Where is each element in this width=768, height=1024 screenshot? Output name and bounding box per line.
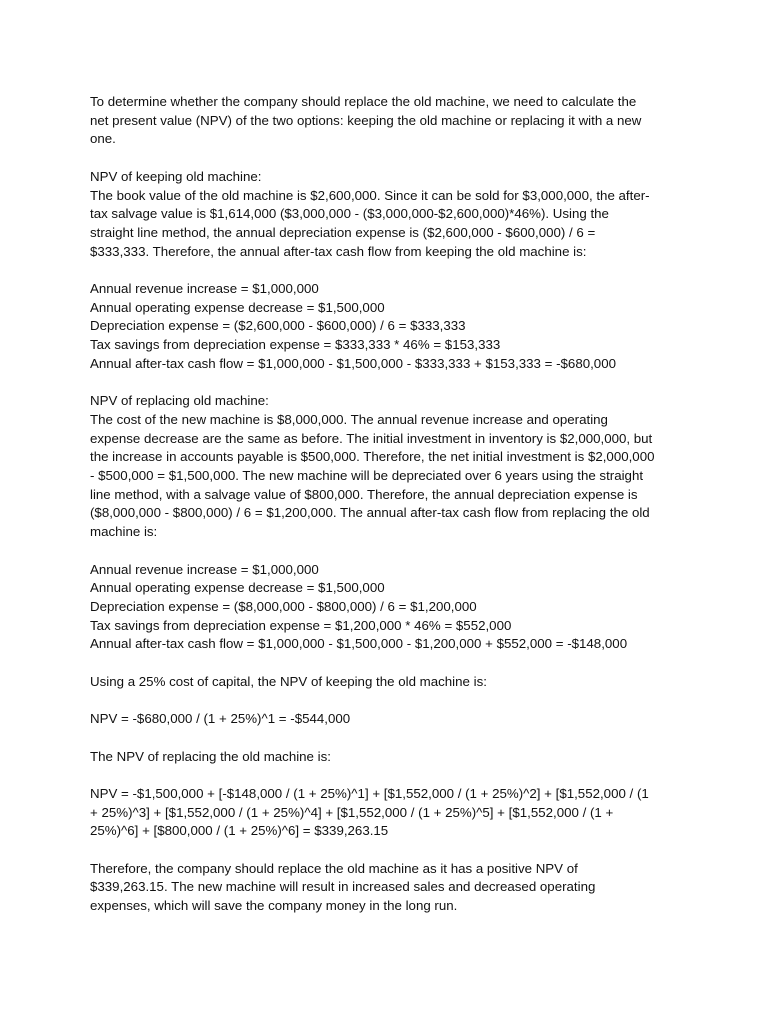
conclusion-paragraph: [90, 860, 680, 916]
text-line: Using a 25% cost of capital, the NPV of keeping the old machine is:: [90, 673, 487, 689]
keep-section-paragraph: [90, 168, 680, 262]
text-line: machine is:: [90, 524, 158, 540]
formula-line: NPV = -$680,000 / (1 + 25%)^1 = -$544,000: [90, 711, 351, 727]
text-line: The book value of the old machine is $2,600,000. Since it can be sold for $3,000,000, the after-: [90, 187, 650, 203]
text-line: the increase in accounts payable is $500,000. Therefore, the net initial investment is $2,000,000: [90, 449, 655, 465]
section-heading-replace: NPV of replacing old machine:: [90, 393, 269, 409]
text-line: $333,333. Therefore, the annual after-tax cash flow from keeping the old machine is:: [90, 243, 587, 259]
calc-line: Annual revenue increase = $1,000,000: [90, 561, 319, 577]
calc-line: Tax savings from depreciation expense = $1,200,000 * 46% = $552,000: [90, 617, 512, 633]
text-line: line method, with a salvage value of $800,000. Therefore, the annual depreciation expense is: [90, 486, 638, 502]
formula-line: 25%)^6] + [$800,000 / (1 + 25%)^6] = $339,263.15: [90, 823, 389, 839]
calc-line: Depreciation expense = ($8,000,000 - $800,000) / 6 = $1,200,000: [90, 598, 477, 614]
calc-line: Annual operating expense decrease = $1,500,000: [90, 299, 385, 315]
replace-section-paragraph: [90, 392, 680, 542]
text-line: expense decrease are the same as before. The initial investment in inventory is $2,000,000, but: [90, 430, 653, 446]
calc-line: Depreciation expense = ($2,600,000 - $600,000) / 6 = $333,333: [90, 318, 466, 334]
document-body: [90, 93, 680, 934]
text-line: one.: [90, 131, 116, 147]
calc-line: Annual after-tax cash flow = $1,000,000 - $1,500,000 - $1,200,000 + $552,000 = -$148,000: [90, 636, 628, 652]
text-line: expenses, which will save the company money in the long run.: [90, 898, 458, 914]
calc-line: Tax savings from depreciation expense = $333,333 * 46% = $153,333: [90, 337, 501, 353]
calc-line: Annual revenue increase = $1,000,000: [90, 281, 319, 296]
intro-paragraph: [90, 93, 680, 149]
text-line: tax salvage value is $1,614,000 ($3,000,000 - ($3,000,000-$2,600,000)*46%). Using the: [90, 206, 609, 222]
text-line: straight line method, the annual depreciation expense is ($2,600,000 - $600,000) / 6 =: [90, 224, 596, 240]
npv-keep-formula: [90, 710, 680, 729]
text-line: - $500,000 = $1,500,000. The new machine will be depreciated over 6 years using the straight: [90, 468, 644, 484]
formula-line: NPV = -$1,500,000 + [-$148,000 / (1 + 25%)^1] + [$1,552,000 / (1 + 25%)^2] + [$1,552,000 / (1: [90, 785, 649, 801]
npv-replace-formula: [90, 785, 680, 841]
text-line: ($8,000,000 - $800,000) / 6 = $1,200,000. The annual after-tax cash flow from replacing the old: [90, 505, 650, 521]
text-line: The cost of the new machine is $8,000,000. The annual revenue increase and operating: [90, 411, 608, 427]
text-line: net present value (NPV) of the two options: keeping the old machine or replacing it with a new: [90, 112, 642, 128]
formula-line: + 25%)^3] + [$1,552,000 / (1 + 25%)^4] + [$1,552,000 / (1 + 25%)^5] + [$1,552,000 / (1 +: [90, 804, 614, 820]
calc-line: Annual after-tax cash flow = $1,000,000 - $1,500,000 - $333,333 + $153,333 = -$680,000: [90, 355, 616, 371]
text-line: Therefore, the company should replace the old machine as it has a positive NPV of: [90, 860, 578, 876]
replace-calculation-list: [90, 561, 680, 655]
text-line: The NPV of replacing the old machine is:: [90, 748, 331, 764]
text-line: $339,263.15. The new machine will result in increased sales and decreased operating: [90, 879, 596, 895]
cost-of-capital-paragraph: [90, 673, 680, 692]
keep-calculation-list: [90, 280, 680, 374]
npv-replace-intro-paragraph: [90, 748, 680, 767]
text-line: To determine whether the company should replace the old machine, we need to calculate the: [90, 94, 637, 109]
calc-line: Annual operating expense decrease = $1,500,000: [90, 580, 385, 596]
section-heading-keep: NPV of keeping old machine:: [90, 168, 262, 184]
